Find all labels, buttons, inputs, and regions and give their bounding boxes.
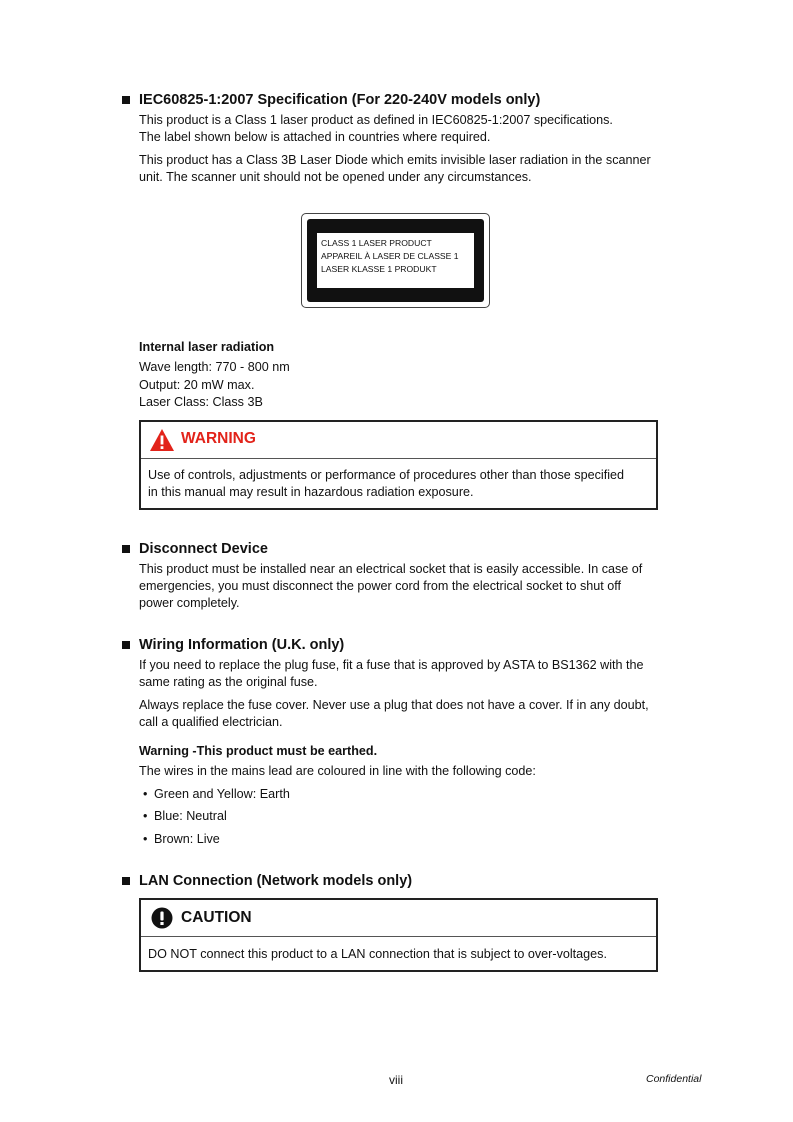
paragraph-line: emergencies, you must disconnect the power cord from the electrical socket to shut off bbox=[139, 579, 622, 593]
paragraph-line: The label shown below is attached in countries where required. bbox=[139, 130, 491, 144]
internal-laser-line: Laser Class: Class 3B bbox=[139, 395, 263, 409]
confidential-note: Confidential bbox=[646, 1073, 702, 1085]
list-item: • Blue: Neutral bbox=[143, 809, 227, 823]
exclamation-circle-icon bbox=[151, 907, 173, 929]
page-number: viii bbox=[389, 1073, 403, 1087]
caution-text-line: DO NOT connect this product to a LAN connection that is subject to over-voltages. bbox=[148, 947, 607, 961]
warning-text-line: Use of controls, adjustments or performance of procedures other than those specified bbox=[148, 468, 625, 482]
square-bullet-icon bbox=[122, 545, 130, 553]
laser-label-line: CLASS 1 LASER PRODUCT bbox=[321, 238, 432, 248]
paragraph-line: Always replace the fuse cover. Never use a plug that does not have a cover. If in any doubt, bbox=[139, 698, 649, 712]
internal-laser-line: Output: 20 mW max. bbox=[139, 378, 255, 392]
caution-box-header bbox=[141, 900, 656, 937]
warning-box bbox=[139, 420, 658, 510]
paragraph-line: This product has a Class 3B Laser Diode which emits invisible laser radiation in the scanner bbox=[139, 153, 651, 167]
laser-class-label bbox=[301, 213, 490, 308]
warning-triangle-icon bbox=[149, 428, 175, 452]
internal-laser-title: Internal laser radiation bbox=[139, 340, 275, 354]
paragraph-line: If you need to replace the plug fuse, fit a fuse that is approved by ASTA to BS1362 with the bbox=[139, 658, 644, 672]
internal-laser-line: Wave length: 770 - 800 nm bbox=[139, 360, 290, 374]
earthed-warning-subheading: Warning -This product must be earthed. bbox=[139, 744, 378, 758]
square-bullet-icon bbox=[122, 96, 130, 104]
caution-label: CAUTION bbox=[181, 909, 252, 926]
paragraph-line: same rating as the original fuse. bbox=[139, 675, 318, 689]
list-item: • Green and Yellow: Earth bbox=[143, 787, 290, 801]
list-item: • Brown: Live bbox=[143, 832, 220, 846]
bullet-dot-icon: • bbox=[143, 787, 148, 801]
laser-label-line: APPAREIL À LASER DE CLASSE 1 bbox=[321, 251, 459, 261]
square-bullet-icon bbox=[122, 877, 130, 885]
warning-label: WARNING bbox=[181, 430, 256, 447]
paragraph-line: power completely. bbox=[139, 596, 240, 610]
paragraph-line: This product must be installed near an electrical socket that is easily accessible. In case of bbox=[139, 562, 643, 576]
square-bullet-icon bbox=[122, 641, 130, 649]
caution-box bbox=[139, 898, 658, 972]
paragraph-line: This product is a Class 1 laser product as defined in IEC60825-1:2007 specifications. bbox=[139, 113, 613, 127]
paragraph-line: unit. The scanner unit should not be opened under any circumstances. bbox=[139, 170, 532, 184]
bullet-dot-icon: • bbox=[143, 832, 148, 846]
laser-label-line: LASER KLASSE 1 PRODUKT bbox=[321, 264, 437, 274]
warning-text-line: in this manual may result in hazardous radiation exposure. bbox=[148, 485, 474, 499]
warning-box-header bbox=[141, 422, 656, 459]
paragraph-line: The wires in the mains lead are coloured in line with the following code: bbox=[139, 764, 536, 778]
paragraph-line: call a qualified electrician. bbox=[139, 715, 283, 729]
bullet-dot-icon: • bbox=[143, 809, 148, 823]
